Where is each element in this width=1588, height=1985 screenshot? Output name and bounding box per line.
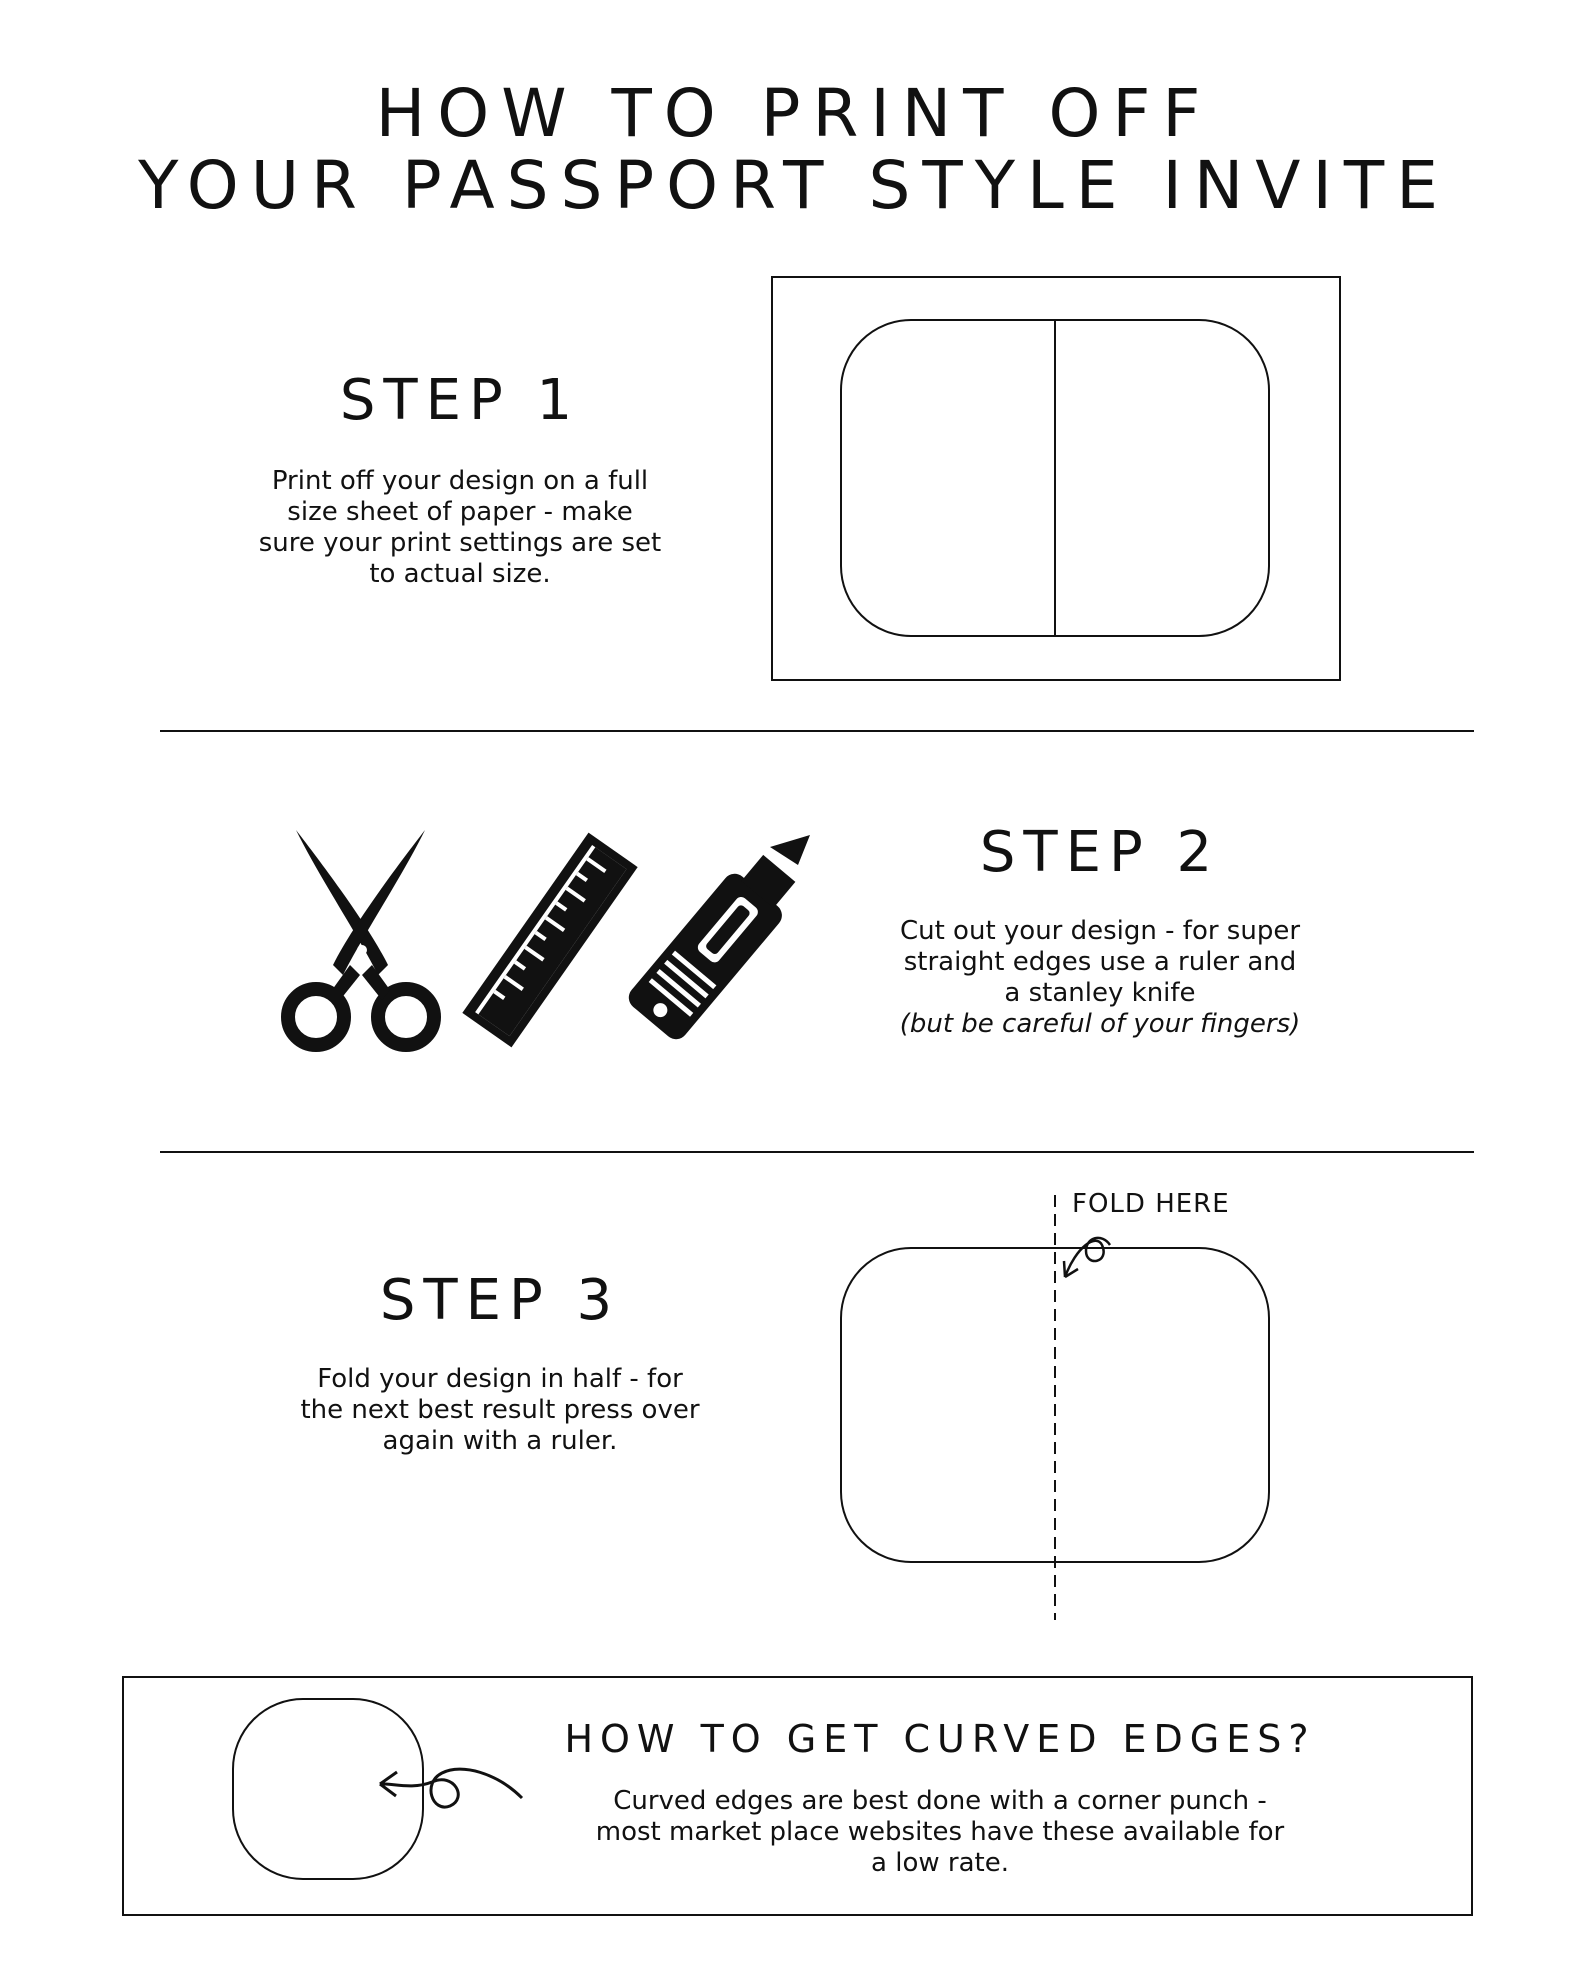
- step-2-line: Cut out your design - for super: [899, 916, 1301, 946]
- curved-edges-title: HOW TO GET CURVED EDGES?: [564, 1717, 1316, 1761]
- step-3-line: again with a ruler.: [382, 1426, 618, 1456]
- scissors-icon: [278, 825, 448, 1055]
- step-1-title: STEP 1: [339, 368, 581, 433]
- step-1-line: to actual size.: [369, 559, 551, 589]
- step-2-title: STEP 2: [979, 820, 1221, 885]
- step-2-note: (but be careful of your fingers): [899, 1009, 1301, 1039]
- fold-here-label: FOLD HERE: [1072, 1189, 1230, 1219]
- step-3-line: the next best result press over: [300, 1395, 700, 1425]
- curved-edges-description: [560, 1786, 1320, 1879]
- step-1-line: sure your print settings are set: [258, 528, 662, 558]
- divider: [160, 1151, 1474, 1153]
- title-line-1: HOW TO PRINT OFF: [375, 75, 1213, 152]
- divider: [160, 730, 1474, 732]
- curved-edges-line: most market place websites have these available for: [595, 1817, 1285, 1847]
- step-2-line: a stanley knife: [1004, 978, 1196, 1008]
- step-3-description: [250, 1364, 750, 1457]
- step-1-line: size sheet of paper - make: [287, 497, 633, 527]
- corner-card-illustration: [232, 1698, 522, 1883]
- title-line-2: YOUR PASSPORT STYLE INVITE: [138, 147, 1450, 224]
- step-3-line: Fold your design in half - for: [317, 1364, 683, 1394]
- curved-edges-line: a low rate.: [871, 1848, 1009, 1878]
- step-2-line: straight edges use a ruler and: [903, 947, 1297, 977]
- curved-edges-line: Curved edges are best done with a corner punch -: [613, 1786, 1267, 1816]
- page-title: [0, 75, 1588, 224]
- utility-knife-icon: [620, 835, 810, 1055]
- arrow-icon: [380, 1769, 522, 1807]
- card-outline: [233, 1699, 423, 1879]
- ruler-icon: [465, 825, 635, 1055]
- step-1-line: Print off your design on a full: [271, 466, 649, 496]
- step-2-description: [840, 916, 1360, 1040]
- passport-fold-illustration: [840, 1195, 1270, 1625]
- step-3-title: STEP 3: [379, 1268, 621, 1333]
- step-1-description: [210, 466, 710, 590]
- passport-open-illustration: [840, 318, 1270, 638]
- arrow-icon: [1065, 1238, 1110, 1277]
